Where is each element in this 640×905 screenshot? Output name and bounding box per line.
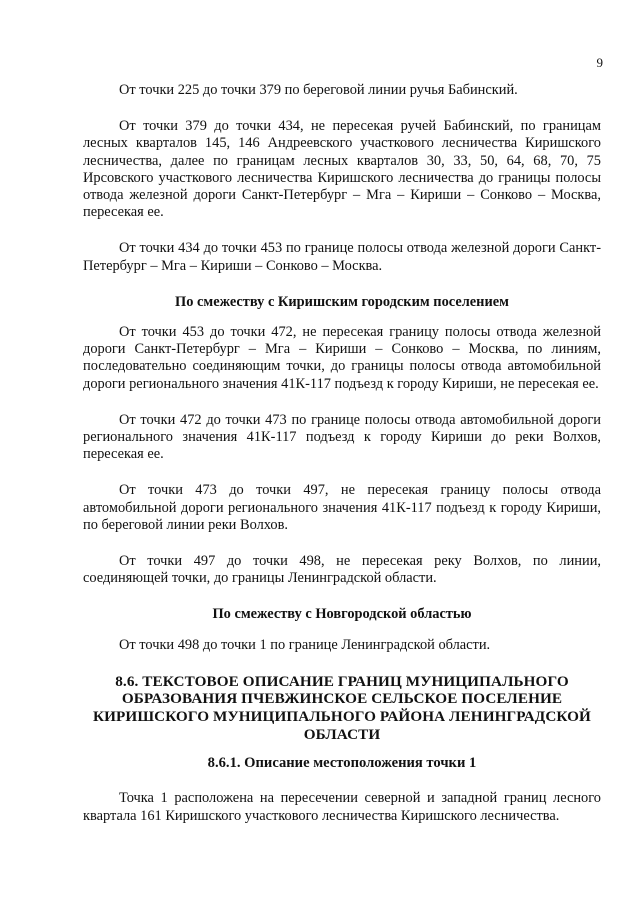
heading-kirishi-border: По смежеству с Киришским городским поселением <box>175 293 509 310</box>
paragraph-point-225-379: От точки 225 до точки 379 по береговой линии ручья Бабинский. <box>119 82 518 98</box>
paragraph-point-473-497: От точки 473 до точки 497, не пересекая границу полосы отвода автомобильной дороги регионального значения 41К-117 подъезд к городу Кириши, по береговой линии реки Волхов. <box>83 482 601 533</box>
paragraph-point-453-472: От точки 453 до точки 472, не пересекая границу полосы отвода железной дороги Санкт-Петербург – Мга – Кириши – Сонково – Москва, по линиям, последовательно соединяющим точки, до границы полосы отвода автомобильной дороги регионального значения 41К-117 подъезд к городу Кириши, не пересекая ее. <box>83 324 601 392</box>
paragraph-point-379-434: От точки 379 до точки 434, не пересекая ручей Бабинский, по границам лесных кварталов 145, 146 Андреевского участкового лесничества Киришского лесничества, далее по границам лесных кварталов 30, 33, 50, 64, 68, 70, 75 Ирсовского участкового лесничества Киришского лесничества до границы полосы отвода железной дороги Санкт-Петербург – Мга – Кириши – Сонково – Москва, пересекая ее. <box>83 118 601 221</box>
heading-novgorod-border: По смежеству с Новгородской областью <box>212 606 472 623</box>
document-body <box>83 82 601 844</box>
paragraph-point-497-498: От точки 497 до точки 498, не пересекая реку Волхов, по линии, соединяющей точки, до границы Ленинградской области. <box>83 553 601 587</box>
page-number: 9 <box>596 55 603 70</box>
paragraph-point-472-473: От точки 472 до точки 473 по границе полосы отвода автомобильной дороги регионального значения 41К-117 подъезд к городу Кириши до реки Волхов, пересекая ее. <box>83 411 601 463</box>
paragraph-point-1-location: Точка 1 расположена на пересечении северной и западной границ лесного квартала 161 Киришского участкового лесничества Киришского лесничества. <box>83 790 601 824</box>
paragraph-point-498-1: От точки 498 до точки 1 по границе Ленинградской области. <box>119 636 491 653</box>
subsection-title: 8.6.1. Описание местоположения точки 1 <box>207 755 477 772</box>
section-title: 8.6. ТЕКСТОВОЕ ОПИСАНИЕ ГРАНИЦ МУНИЦИПАЛЬНОГО ОБРАЗОВАНИЯ ПЧЕВЖИНСКОЕ СЕЛЬСКОЕ ПОСЕЛЕНИЕ КИРИШСКОГО МУНИЦИПАЛЬНОГО РАЙОНА ЛЕНИНГРАДСКОЙ ОБЛАСТИ <box>93 672 591 743</box>
paragraph-point-434-453: От точки 434 до точки 453 по границе полосы отвода железной дороги Санкт-Петербург – Мга – Кириши – Сонково – Москва. <box>83 240 601 274</box>
